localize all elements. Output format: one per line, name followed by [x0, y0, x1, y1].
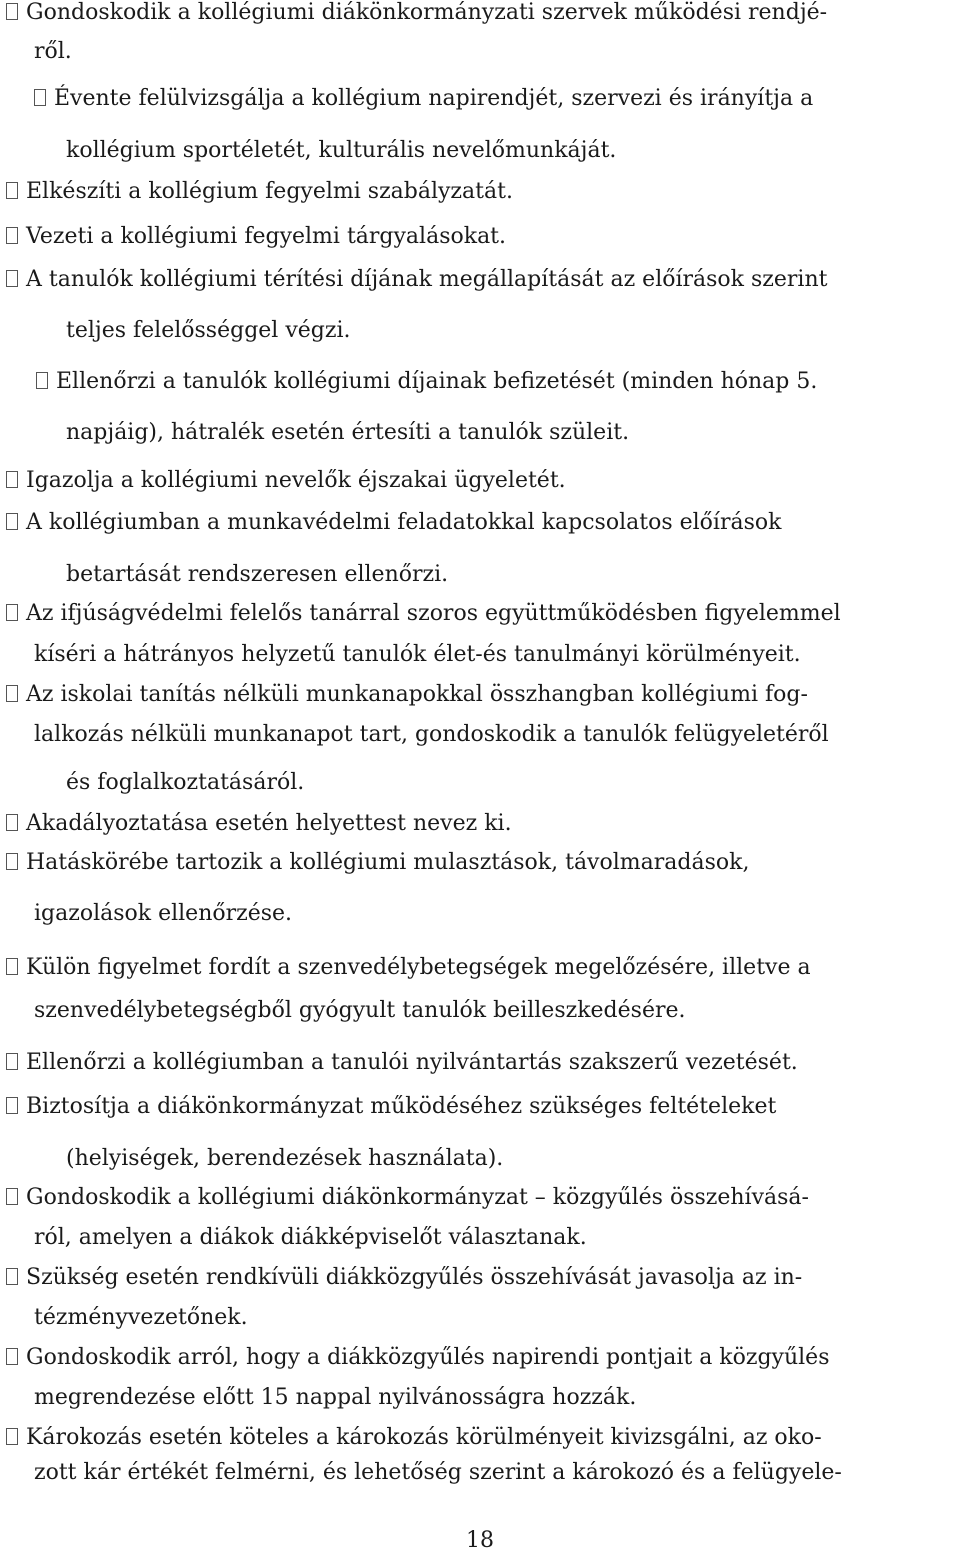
bullet-icon [34, 89, 46, 106]
bullet-icon [6, 958, 18, 975]
list-item: Évente felülvizsgálja a kollégium napirendjét, szervezi és irányítja a [34, 84, 813, 114]
list-item: Biztosítja a diákönkormányzat működéséhez szükséges feltételeket [6, 1092, 776, 1122]
list-item: Vezeti a kollégiumi fegyelmi tárgyalásokat. [6, 222, 506, 252]
bullet-icon [6, 227, 18, 244]
bullet-icon [6, 471, 18, 488]
list-item: Az iskolai tanítás nélküli munkanapokkal összhangban kollégiumi fog- [6, 680, 808, 710]
list-item: Ellenőrzi a tanulók kollégiumi díjainak befizetését (minden hónap 5. [36, 367, 817, 397]
page-number: 18 [466, 1528, 494, 1553]
list-item-continuation: megrendezése előtt 15 nappal nyilvánosságra hozzák. [34, 1385, 637, 1410]
list-item-continuation: lalkozás nélküli munkanapot tart, gondoskodik a tanulók felügyeletéről [34, 722, 829, 747]
list-item-continuation: szenvedélybetegségből gyógyult tanulók beilleszkedésére. [34, 998, 686, 1023]
list-item: Külön figyelmet fordít a szenvedélybetegségek megelőzésére, illetve a [6, 953, 811, 983]
list-item-continuation: ról, amelyen a diákok diákképviselőt választanak. [34, 1225, 587, 1250]
list-item-continuation: kíséri a hátrányos helyzetű tanulók élet-és tanulmányi körülményeit. [34, 642, 801, 667]
list-item: Elkészíti a kollégium fegyelmi szabályzatát. [6, 177, 513, 207]
list-item: A tanulók kollégiumi térítési díjának megállapítását az előírások szerint [6, 265, 827, 295]
list-item-continuation: zott kár értékét felmérni, és lehetőség szerint a károkozó és a felügyele- [34, 1460, 842, 1485]
bullet-icon [6, 814, 18, 831]
bullet-icon [6, 1053, 18, 1070]
bullet-icon [6, 1188, 18, 1205]
bullet-icon [6, 270, 18, 287]
list-item-continuation: és foglalkoztatásáról. [66, 770, 305, 795]
list-item-continuation: kollégium sportéletét, kulturális nevelőmunkáját. [66, 138, 617, 163]
list-item: Gondoskodik arról, hogy a diákközgyűlés napirendi pontjait a közgyűlés [6, 1343, 830, 1373]
bullet-icon [6, 604, 18, 621]
list-item: Az ifjúságvédelmi felelős tanárral szoros együttműködésben figyelemmel [6, 599, 841, 629]
list-item-continuation: (helyiségek, berendezések használata). [66, 1146, 504, 1171]
list-item: Szükség esetén rendkívüli diákközgyűlés összehívását javasolja az in- [6, 1263, 802, 1293]
list-item-continuation: ről. [34, 39, 72, 64]
list-item: Igazolja a kollégiumi nevelők éjszakai ügyeletét. [6, 466, 566, 496]
list-item: Hatáskörébe tartozik a kollégiumi mulasztások, távolmaradások, [6, 848, 749, 878]
bullet-icon [6, 685, 18, 702]
bullet-icon [6, 513, 18, 530]
bullet-icon [6, 853, 18, 870]
bullet-icon [36, 372, 48, 389]
list-item: Gondoskodik a kollégiumi diákönkormányzati szervek működési rendjé- [6, 0, 827, 28]
list-item: Akadályoztatása esetén helyettest nevez ki. [6, 809, 512, 839]
list-item-continuation: napjáig), hátralék esetén értesíti a tanulók szüleit. [66, 420, 630, 445]
list-item-continuation: betartását rendszeresen ellenőrzi. [66, 562, 449, 587]
bullet-icon [6, 3, 18, 20]
list-item-continuation: igazolások ellenőrzése. [34, 901, 293, 926]
bullet-icon [6, 1097, 18, 1114]
list-item: Ellenőrzi a kollégiumban a tanulói nyilvántartás szakszerű vezetését. [6, 1048, 798, 1078]
list-item-continuation: teljes felelősséggel végzi. [66, 318, 351, 343]
bullet-icon [6, 1348, 18, 1365]
list-item: Gondoskodik a kollégiumi diákönkormányzat – közgyűlés összehívásá- [6, 1183, 809, 1213]
list-item: A kollégiumban a munkavédelmi feladatokkal kapcsolatos előírások [6, 508, 781, 538]
bullet-icon [6, 1428, 18, 1445]
list-item: Károkozás esetén köteles a károkozás körülményeit kivizsgálni, az oko- [6, 1423, 822, 1453]
bullet-icon [6, 182, 18, 199]
bullet-icon [6, 1268, 18, 1285]
list-item-continuation: tézményvezetőnek. [34, 1305, 248, 1330]
